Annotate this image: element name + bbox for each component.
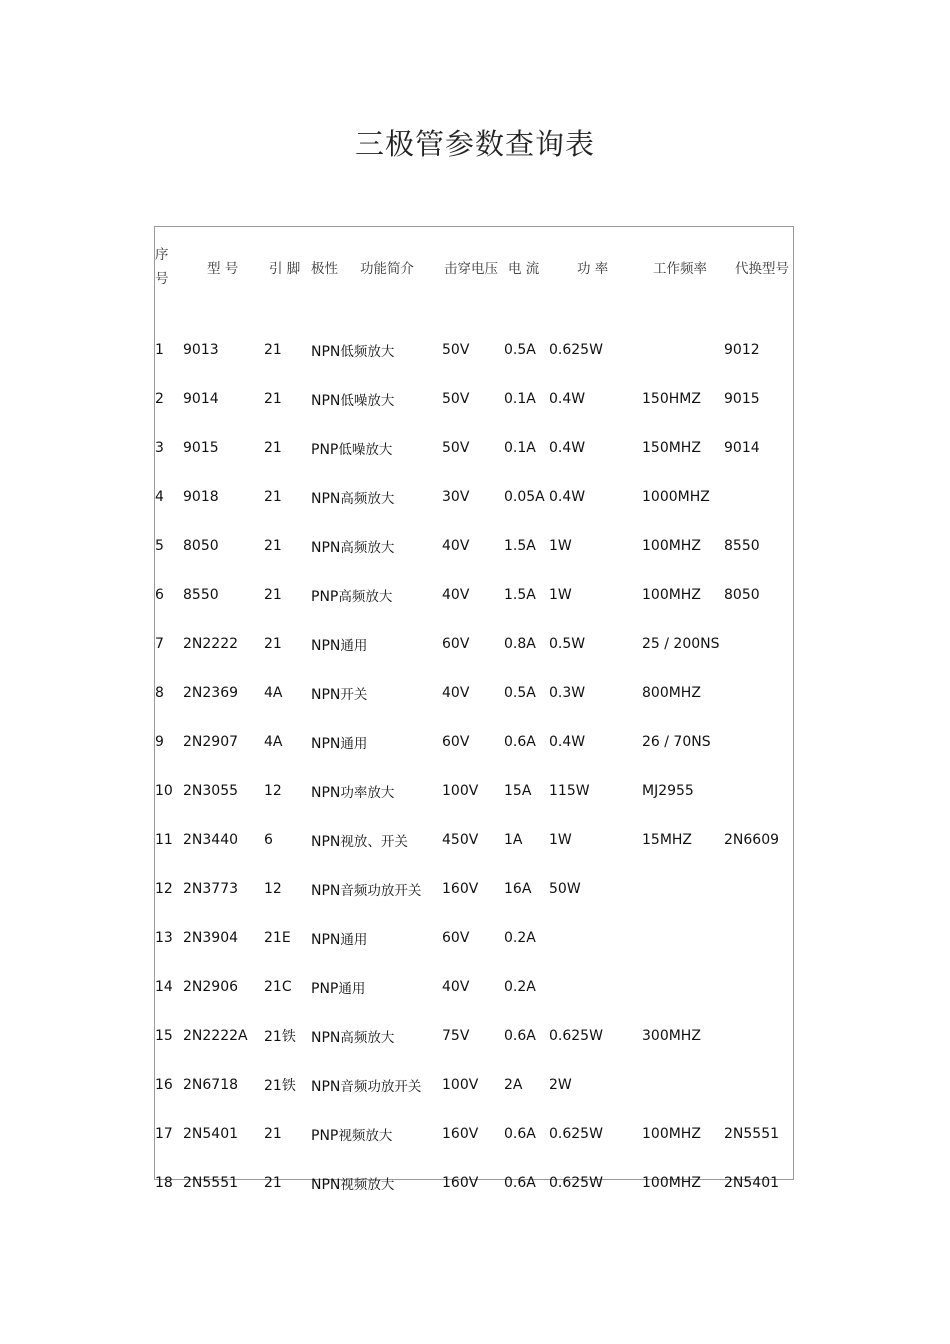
cell-function: 通用: [338, 980, 366, 997]
cell-current: 0.1A: [504, 439, 536, 456]
cell-no: 10: [155, 782, 173, 799]
cell-polarity: NPN: [311, 490, 341, 507]
cell-power: 0.625W: [549, 341, 603, 358]
table-row: [154, 766, 794, 815]
cell-voltage: 50V: [442, 341, 470, 358]
header-no-label: 序号: [155, 247, 169, 287]
cell-frequency: [640, 307, 722, 374]
cell-replacement: [722, 1011, 794, 1060]
cell-replacement: 8550: [724, 537, 760, 554]
cell-pin: 21铁: [264, 1028, 296, 1045]
cell-frequency: 100MHZ: [642, 537, 701, 554]
header-power: 功 率: [577, 261, 609, 277]
header-no: [154, 227, 183, 307]
cell-frequency: 150HMZ: [642, 390, 701, 407]
cell-no: 6: [155, 586, 164, 603]
cell-replacement: 2N5551: [724, 1125, 780, 1142]
cell-function: 音频功放开关: [340, 882, 422, 899]
cell-replacement: 9014: [724, 439, 760, 456]
cell-pin: 21: [264, 390, 282, 407]
cell-pin: 21: [264, 537, 282, 554]
transistor-parameter-table: [154, 227, 794, 1207]
cell-pin: 21: [264, 488, 282, 505]
cell-model: 2N2906: [183, 978, 239, 995]
cell-function: 视频放大: [338, 1127, 393, 1144]
cell-polarity: NPN: [311, 931, 341, 948]
cell-polarity-function: [311, 521, 442, 570]
cell-polarity-function: [311, 619, 442, 668]
cell-voltage: 450V: [442, 831, 479, 848]
table-row: [154, 423, 794, 472]
table-row: [154, 668, 794, 717]
cell-voltage: 40V: [442, 978, 470, 995]
cell-no: 1: [155, 341, 164, 358]
cell-polarity: NPN: [311, 784, 341, 801]
cell-polarity-function: [311, 668, 442, 717]
cell-polarity: PNP: [311, 1127, 339, 1144]
cell-no: 2: [155, 390, 164, 407]
cell-function: 低噪放大: [338, 441, 393, 458]
header-pin: 引 脚: [269, 261, 301, 277]
header-current: 电 流: [508, 261, 540, 277]
cell-replacement: 8050: [724, 586, 760, 603]
cell-polarity: NPN: [311, 1078, 341, 1095]
cell-pin: 4A: [264, 684, 283, 701]
cell-no: 13: [155, 929, 173, 946]
cell-pin: 21: [264, 1125, 282, 1142]
table-row: [154, 913, 794, 962]
cell-model: 2N3904: [183, 929, 239, 946]
cell-pin: 21: [264, 635, 282, 652]
cell-polarity: NPN: [311, 1029, 341, 1046]
cell-model: 9018: [183, 488, 219, 505]
cell-model: 9013: [183, 341, 219, 358]
cell-model: 2N2222: [183, 635, 239, 652]
cell-voltage: 50V: [442, 390, 470, 407]
cell-function: 功率放大: [340, 784, 395, 801]
cell-polarity: NPN: [311, 833, 341, 850]
cell-replacement: 9015: [724, 390, 760, 407]
cell-power: [549, 962, 640, 1011]
cell-no: 18: [155, 1174, 173, 1191]
cell-polarity-function: [311, 913, 442, 962]
table-row: [154, 521, 794, 570]
cell-polarity-function: [311, 1158, 442, 1207]
header-model: 型 号: [207, 261, 239, 277]
cell-current: 15A: [504, 782, 532, 799]
cell-replacement: 2N6609: [724, 831, 780, 848]
cell-replacement: [722, 472, 794, 521]
header-voltage: 击穿电压: [444, 261, 498, 277]
cell-polarity: PNP: [311, 588, 339, 605]
cell-function: 高频放大: [340, 1029, 395, 1046]
cell-frequency: [640, 1060, 722, 1109]
cell-polarity: NPN: [311, 882, 341, 899]
cell-no: 11: [155, 831, 173, 848]
cell-current: 0.6A: [504, 1125, 536, 1142]
cell-no: 12: [155, 880, 173, 897]
cell-no: 5: [155, 537, 164, 554]
cell-power: 1W: [549, 586, 572, 603]
cell-polarity-function: [311, 962, 442, 1011]
cell-replacement: [722, 717, 794, 766]
table-row: [154, 815, 794, 864]
cell-pin: 12: [264, 880, 282, 897]
cell-power: 1W: [549, 537, 572, 554]
cell-model: 2N2222A: [183, 1027, 248, 1044]
cell-voltage: 60V: [442, 929, 470, 946]
cell-pin: 21铁: [264, 1077, 296, 1094]
cell-pin: 12: [264, 782, 282, 799]
cell-model: 2N6718: [183, 1076, 239, 1093]
table-row: [154, 1011, 794, 1060]
cell-replacement: [722, 668, 794, 717]
cell-polarity: NPN: [311, 1176, 341, 1193]
cell-voltage: 40V: [442, 684, 470, 701]
cell-model: 9014: [183, 390, 219, 407]
cell-voltage: 160V: [442, 1125, 479, 1142]
cell-current: 16A: [504, 880, 532, 897]
cell-current: 2A: [504, 1076, 523, 1093]
cell-function: 通用: [340, 637, 368, 654]
cell-replacement: [722, 1060, 794, 1109]
cell-function: 高频放大: [338, 588, 393, 605]
cell-model: 8050: [183, 537, 219, 554]
cell-frequency: 26 / 70NS: [642, 733, 711, 750]
header-replacement: 代换型号: [735, 261, 789, 277]
cell-polarity-function: [311, 307, 442, 374]
cell-current: 1.5A: [504, 586, 536, 603]
table-row: [154, 1158, 794, 1207]
cell-function: 开关: [340, 686, 368, 703]
cell-current: 0.6A: [504, 733, 536, 750]
cell-replacement: [722, 619, 794, 668]
cell-model: 9015: [183, 439, 219, 456]
table-header-row: [154, 227, 794, 307]
cell-no: 16: [155, 1076, 173, 1093]
cell-replacement: 9012: [724, 341, 760, 358]
cell-current: 0.1A: [504, 390, 536, 407]
header-polarity-function: [311, 227, 442, 307]
header-frequency: 工作频率: [653, 261, 707, 277]
cell-power: 50W: [549, 880, 581, 897]
cell-current: 0.2A: [504, 929, 536, 946]
cell-current: 1.5A: [504, 537, 536, 554]
cell-voltage: 40V: [442, 586, 470, 603]
cell-power: 0.4W: [549, 390, 586, 407]
cell-power: 1W: [549, 831, 572, 848]
cell-function: 音频功放开关: [340, 1078, 422, 1095]
cell-model: 2N3055: [183, 782, 239, 799]
cell-frequency: 1000MHZ: [642, 488, 710, 505]
cell-no: 7: [155, 635, 164, 652]
cell-function: 视放、开关: [340, 833, 408, 850]
cell-frequency: [640, 962, 722, 1011]
cell-polarity: NPN: [311, 735, 341, 752]
cell-pin: 21C: [264, 978, 292, 995]
cell-replacement: 2N5401: [724, 1174, 780, 1191]
cell-polarity: PNP: [311, 980, 339, 997]
cell-no: 15: [155, 1027, 173, 1044]
cell-frequency: [640, 913, 722, 962]
cell-polarity-function: [311, 864, 442, 913]
cell-polarity: NPN: [311, 637, 341, 654]
cell-polarity: PNP: [311, 441, 339, 458]
cell-power: 0.4W: [549, 488, 586, 505]
cell-power: 0.4W: [549, 439, 586, 456]
cell-polarity-function: [311, 472, 442, 521]
table-row: [154, 1109, 794, 1158]
cell-voltage: 160V: [442, 880, 479, 897]
cell-polarity-function: [311, 1011, 442, 1060]
page-title: 三极管参数查询表: [354, 127, 595, 161]
cell-model: 8550: [183, 586, 219, 603]
cell-function: 高频放大: [340, 490, 395, 507]
cell-no: 14: [155, 978, 173, 995]
cell-voltage: 30V: [442, 488, 470, 505]
cell-function: 通用: [340, 735, 368, 752]
cell-frequency: 100MHZ: [642, 586, 701, 603]
cell-frequency: [640, 864, 722, 913]
table-row: [154, 374, 794, 423]
cell-current: 0.5A: [504, 684, 536, 701]
cell-model: 2N3773: [183, 880, 239, 897]
cell-voltage: 60V: [442, 733, 470, 750]
cell-power: 0.625W: [549, 1027, 603, 1044]
cell-pin: 21E: [264, 929, 291, 946]
cell-frequency: 150MHZ: [642, 439, 701, 456]
cell-pin: 6: [264, 831, 273, 848]
cell-polarity: NPN: [311, 392, 341, 409]
cell-polarity-function: [311, 717, 442, 766]
cell-frequency: MJ2955: [642, 782, 694, 799]
cell-voltage: 60V: [442, 635, 470, 652]
cell-power: 2W: [549, 1076, 572, 1093]
table-row: [154, 962, 794, 1011]
cell-polarity-function: [311, 374, 442, 423]
cell-voltage: 100V: [442, 782, 479, 799]
cell-pin: 4A: [264, 733, 283, 750]
cell-power: [549, 913, 640, 962]
cell-frequency: 100MHZ: [642, 1125, 701, 1142]
cell-frequency: 800MHZ: [642, 684, 701, 701]
cell-current: 0.8A: [504, 635, 536, 652]
cell-frequency: 15MHZ: [642, 831, 693, 848]
cell-polarity-function: [311, 423, 442, 472]
cell-current: 0.6A: [504, 1174, 536, 1191]
cell-no: 4: [155, 488, 164, 505]
cell-power: 0.3W: [549, 684, 586, 701]
cell-power: 0.625W: [549, 1125, 603, 1142]
cell-polarity-function: [311, 1060, 442, 1109]
cell-pin: 21: [264, 1174, 282, 1191]
cell-pin: 21: [264, 341, 282, 358]
cell-function: 低频放大: [340, 343, 395, 360]
cell-polarity-function: [311, 815, 442, 864]
cell-power: 0.5W: [549, 635, 586, 652]
table-row: [154, 717, 794, 766]
cell-model: 2N2907: [183, 733, 239, 750]
cell-polarity: NPN: [311, 343, 341, 360]
header-polarity: 极性: [311, 261, 338, 277]
cell-polarity-function: [311, 766, 442, 815]
cell-function: 低噪放大: [340, 392, 395, 409]
cell-current: 0.05A: [504, 488, 545, 505]
cell-pin: 21: [264, 586, 282, 603]
cell-replacement: [722, 913, 794, 962]
cell-no: 8: [155, 684, 164, 701]
cell-polarity: NPN: [311, 539, 341, 556]
cell-voltage: 100V: [442, 1076, 479, 1093]
cell-polarity-function: [311, 1109, 442, 1158]
cell-frequency: 25 / 200NS: [642, 635, 720, 652]
cell-replacement: [722, 962, 794, 1011]
cell-polarity: NPN: [311, 686, 341, 703]
cell-no: 17: [155, 1125, 173, 1142]
cell-no: 9: [155, 733, 164, 750]
table-row: [154, 570, 794, 619]
cell-current: 0.5A: [504, 341, 536, 358]
transistor-table-frame: [154, 226, 794, 1193]
table-row: [154, 619, 794, 668]
cell-frequency: 300MHZ: [642, 1027, 701, 1044]
table-row: [154, 472, 794, 521]
cell-model: 2N5401: [183, 1125, 239, 1142]
cell-current: 0.6A: [504, 1027, 536, 1044]
cell-function: 通用: [340, 931, 368, 948]
cell-model: 2N3440: [183, 831, 239, 848]
cell-replacement: [722, 864, 794, 913]
cell-frequency: 100MHZ: [642, 1174, 701, 1191]
cell-voltage: 75V: [442, 1027, 470, 1044]
cell-current: 0.2A: [504, 978, 536, 995]
cell-current: 1A: [504, 831, 523, 848]
cell-power: 0.4W: [549, 733, 586, 750]
cell-pin: 21: [264, 439, 282, 456]
cell-function: 高频放大: [340, 539, 395, 556]
cell-replacement: [722, 766, 794, 815]
cell-model: 2N5551: [183, 1174, 239, 1191]
table-row: [154, 864, 794, 913]
table-row: [154, 307, 794, 374]
cell-power: 0.625W: [549, 1174, 603, 1191]
cell-voltage: 160V: [442, 1174, 479, 1191]
table-body: [154, 307, 794, 1207]
cell-model: 2N2369: [183, 684, 239, 701]
cell-no: 3: [155, 439, 164, 456]
cell-function: 视频放大: [340, 1176, 395, 1193]
table-row: [154, 1060, 794, 1109]
cell-polarity-function: [311, 570, 442, 619]
header-function: 功能简介: [360, 261, 414, 277]
cell-power: 115W: [549, 782, 590, 799]
cell-voltage: 50V: [442, 439, 470, 456]
cell-voltage: 40V: [442, 537, 470, 554]
